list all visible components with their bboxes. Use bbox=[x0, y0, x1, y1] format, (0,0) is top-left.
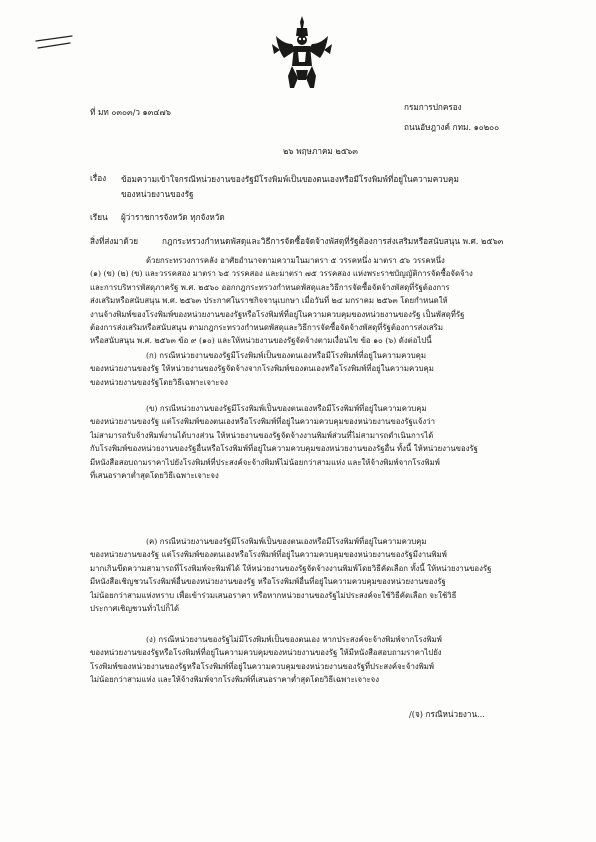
paragraph-line: มีหนังสือสอบถามราคาไปยังโรงพิมพ์ที่ประสงค์จะจ้างพิมพ์ไม่น้อยกว่าสามแห่ง และให้จ้างพิมพ์จากโรงพิมพ์ bbox=[90, 457, 440, 467]
paragraph-line: (ก) กรณีหน่วยงานของรัฐมีโรงพิมพ์เป็นของตนเองหรือมีโรงพิมพ์ที่อยู่ในความควบคุม bbox=[146, 351, 427, 360]
paragraph-line: ไม่น้อยกว่าสามแห่งทราบ เพื่อเข้าร่วมเสนอราคา หรือหากหน่วยงานของรัฐไม่ประสงค์จะใช้วิธีคัดเลือก จะใช้วิธี bbox=[90, 590, 457, 600]
organization-address: ถนนอัษฎางค์ กทม. ๑๐๒๐๐ bbox=[404, 122, 500, 132]
subject-text bbox=[121, 172, 459, 202]
document-date: ๒๖ พฤษภาคม ๒๕๖๓ bbox=[283, 146, 358, 156]
paragraph-line: กับโรงพิมพ์ของหน่วยงานของรัฐอื่นหรือโรงพิมพ์ที่อยู่ในความควบคุมของหน่วยงานของรัฐอื่น ทั้งนี้ ให้หน่วยงานของรัฐ bbox=[90, 444, 478, 454]
paragraph-line: ของหน่วยงานของรัฐ ให้หน่วยงานของรัฐจัดจ้างจากโรงพิมพ์ของตนเองหรือโรงพิมพ์ที่อยู่ในความควบคุม bbox=[90, 364, 434, 374]
recipient-value: ผู้ว่าราชการจังหวัด ทุกจังหวัด bbox=[121, 212, 225, 222]
paragraph-line: ของหน่วยงานของรัฐหรือโรงพิมพ์ที่อยู่ในความควบคุมของหน่วยงานของรัฐ ให้มีหนังสือสอบถามราคาไปยัง bbox=[90, 648, 442, 658]
document-number: ที่ มท ๐๓๐๓/ว ๑๓๔๗๖ bbox=[90, 107, 171, 117]
paragraph-line: ส่งเสริมหรือสนับสนุน พ.ศ. ๒๕๖๓ ประกาศในราชกิจจานุเบกษา เมื่อวันที่ ๒๔ มกราคม ๒๕๖๓ โดยกำหนดให้ bbox=[90, 296, 448, 306]
paragraph-line: ไม่สามารถรับจ้างพิมพ์งานได้บางส่วน ให้หน่วยงานของรัฐจัดจ้างงานพิมพ์ส่วนที่ไม่สามารถดำเนินการได้ bbox=[90, 430, 434, 440]
paragraph-line: (ค) กรณีหน่วยงานของรัฐมีโรงพิมพ์เป็นของตนเองหรือมีโรงพิมพ์ที่อยู่ในความควบคุม bbox=[146, 537, 427, 546]
recipient-label: เรียน bbox=[90, 212, 108, 222]
handwritten-mark bbox=[34, 32, 76, 52]
paragraph-line: (ข) กรณีหน่วยงานของรัฐมีโรงพิมพ์เป็นของตนเองหรือมีโรงพิมพ์ที่อยู่ในความควบคุม bbox=[146, 404, 427, 413]
paragraph-line: (๑) (ข) (๒) (ข) และวรรคสอง มาตรา ๖๕ วรรคสอง และมาตรา ๗๕ วรรคสอง แห่งพระราชบัญญัติการจัดซื้อจัดจ้าง bbox=[90, 269, 473, 279]
paragraph-line: ด้วยกระทรวงการคลัง อาศัยอำนาจตามความในมาตรา ๕ วรรคหนึ่ง มาตรา ๕๖ วรรคหนึ่ง bbox=[146, 256, 445, 265]
paragraph-line: ของหน่วยงานของรัฐ แต่โรงพิมพ์ของตนเองหรือโรงพิมพ์ที่อยู่ในความควบคุมของหน่วยงานของรัฐแจ้งว่า bbox=[90, 417, 435, 427]
paragraph-line: ของหน่วยงานของรัฐ แต่โรงพิมพ์ของตนเองหรือโรงพิมพ์ที่อยู่ในความควบคุมของหน่วยงานของรัฐมีงานพิมพ์ bbox=[90, 550, 447, 560]
paragraph-line: ของหน่วยงานของรัฐโดยวิธีเฉพาะเจาะจง bbox=[90, 377, 228, 387]
enclosure-value: กฎกระทรวงกำหนดพัสดุและวิธีการจัดซื้อจัดจ้างพัสดุที่รัฐต้องการส่งเสริมหรือสนับสนุน พ.ศ. ๒๕๖๓ bbox=[162, 236, 504, 246]
issuing-organization: กรมการปกครอง bbox=[404, 102, 462, 112]
body-paragraph-c bbox=[90, 535, 560, 615]
subject-line: ข้อมความเข้าใจกรณีหน่วยงานของรัฐมีโรงพิมพ์เป็นของตนเองหรือมีโรงพิมพ์ที่อยู่ในความควบคุม bbox=[121, 174, 459, 184]
subject-line: ของหน่วยงานของรัฐ bbox=[121, 189, 194, 199]
paragraph-line: ต้องการส่งเสริมหรือสนับสนุน ตามกฎกระทรวงกำหนดพัสดุและวิธีการจัดซื้อจัดจ้างพัสดุที่รัฐต้องการส่งเสริม bbox=[90, 322, 443, 332]
paragraph-line: มากเกินขีดความสามารถที่โรงพิมพ์จะพิมพ์ได้ ให้หน่วยงานของรัฐจัดจ้างงานพิมพ์โดยวิธีคัดเลือก ทั้งนี้ ให้หน่วยงานของรัฐ bbox=[90, 563, 492, 573]
continuation-note: /(จ) กรณีหน่วยงาน... bbox=[409, 709, 485, 719]
paragraph-line: มีหนังสือเชิญชวนโรงพิมพ์อื่นของหน่วยงานของรัฐ หรือโรงพิมพ์อื่นที่อยู่ในความควบคุมของหน่วยงานของรัฐ bbox=[90, 577, 446, 587]
body-paragraph-intro bbox=[90, 254, 560, 348]
paragraph-line: ไม่น้อยกว่าสามแห่ง และให้จ้างพิมพ์จากโรงพิมพ์ที่เสนอราคาต่ำสุดโดยวิธีเฉพาะเจาะจง bbox=[90, 675, 380, 685]
enclosure-label: สิ่งที่ส่งมาด้วย bbox=[90, 236, 139, 246]
paragraph-line: ประกาศเชิญชวนทั่วไปก็ได้ bbox=[90, 603, 180, 613]
paragraph-line: ที่เสนอราคาต่ำสุดโดยวิธีเฉพาะเจาะจง bbox=[90, 470, 219, 480]
body-paragraph-a bbox=[90, 349, 560, 389]
paragraph-line: โรงพิมพ์ของหน่วยงานของรัฐหรือโรงพิมพ์ที่อยู่ในความควบคุมของหน่วยงานของรัฐที่ประสงค์จะจ้างพิมพ์ bbox=[90, 661, 435, 671]
body-paragraph-d bbox=[90, 633, 560, 687]
garuda-emblem bbox=[270, 14, 334, 94]
paragraph-line: หรือสนับสนุน พ.ศ. ๒๕๖๓ ข้อ ๙ (๑๐) และให้หน่วยงานของรัฐจัดจ้างตามเงื่อนไข ข้อ ๑๐ (๖) ดังต่อไปนี้ bbox=[90, 336, 432, 346]
body-paragraph-b bbox=[90, 402, 560, 482]
subject-label: เรื่อง bbox=[90, 173, 107, 183]
paragraph-line: งานจ้างพิมพ์ของโรงพิมพ์ของหน่วยงานของรัฐหรือโรงพิมพ์ที่อยู่ในความควบคุมของหน่วยงานของรัฐ เป็นพัสดุที่รัฐ bbox=[90, 309, 465, 319]
paragraph-line: (ง) กรณีหน่วยงานของรัฐไม่มีโรงพิมพ์เป็นของตนเอง หากประสงค์จะจ้างพิมพ์จากโรงพิมพ์ bbox=[146, 635, 442, 644]
paragraph-line: และการบริหารพัสดุภาครัฐ พ.ศ. ๒๕๖๐ ออกกฎกระทรวงกำหนดพัสดุและวิธีการจัดซื้อจัดจ้างพัสดุที่รัฐต้องการ bbox=[90, 282, 450, 292]
